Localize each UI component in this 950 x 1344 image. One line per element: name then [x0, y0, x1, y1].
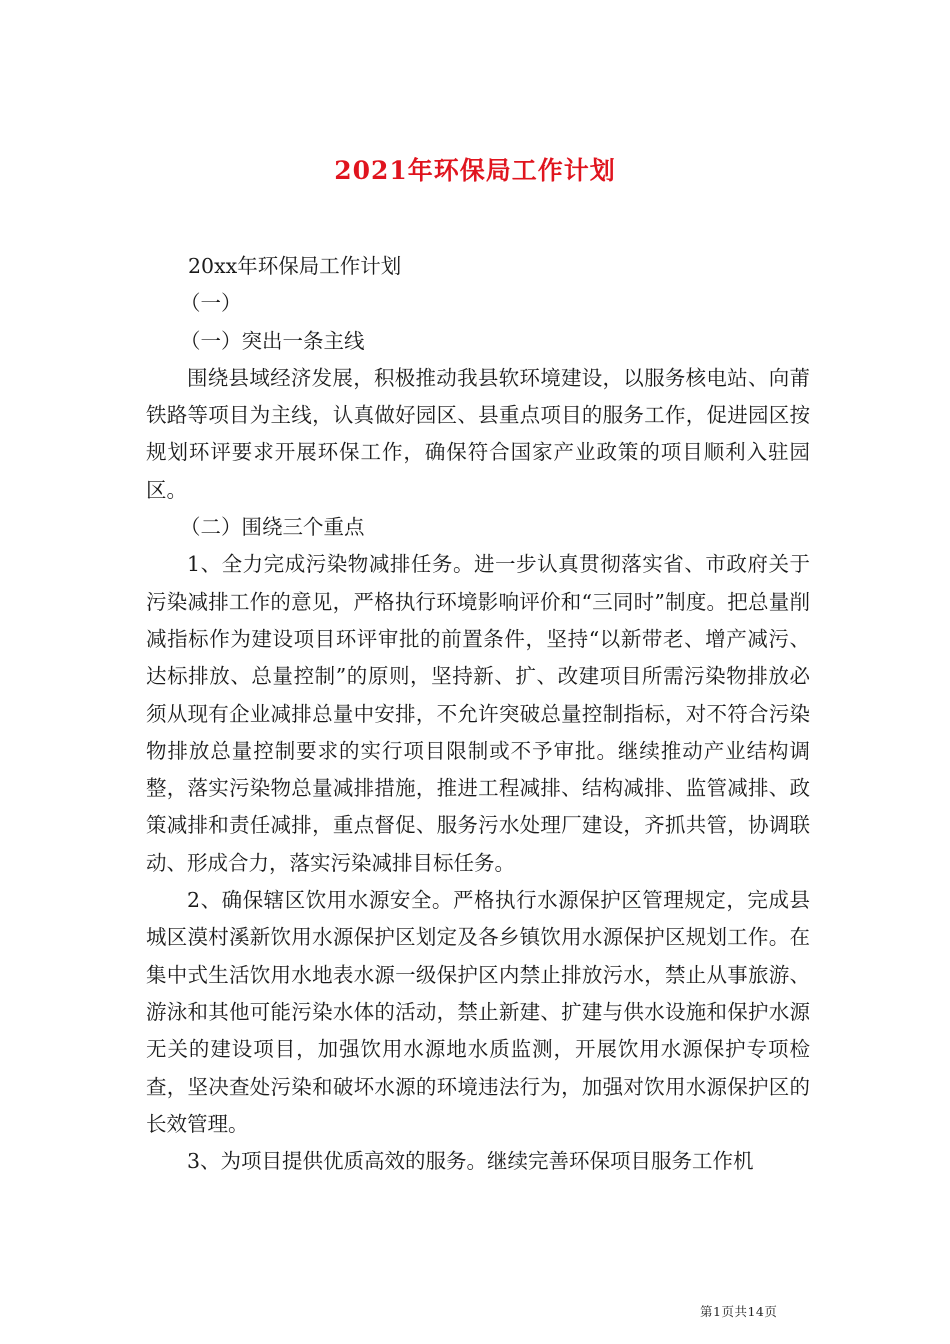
document-body [146, 248, 810, 1180]
body-paragraph: 围绕县域经济发展，积极推动我县软环境建设，以服务核电站、向莆铁路等项目为主线，认真做好园区、县重点项目的服务工作，促进园区按规划环评要求开展环保工作，确保符合国家产业政策的项目顺利入驻园区。 [146, 365, 810, 502]
page-number: 第1页共14页 [700, 1304, 778, 1319]
body-paragraph: 3、为项目提供优质高效的服务。继续完善环保项目服务工作机 [187, 1149, 754, 1174]
section-heading-1: （一）突出一条主线 [180, 328, 365, 353]
subtitle-paragraph: 20xx年环保局工作计划 [188, 254, 402, 278]
body-paragraph: 1、全力完成污染物减排任务。进一步认真贯彻落实省、市政府关于污染减排工作的意见，严格执行环境影响评价和“三同时”制度。把总量削减指标作为建设项目环评审批的前置条件，坚持“以新带老、增产减污、达标排放、总量控制”的原则，坚持新、扩、改建项目所需污染物排放必须从现有企业减排总量中安排，不允许突破总量控制指标，对不符合污染物排放总量控制要求的实行项目限制或不予审批。继续推动产业结构调整，落实污染物总量减排措施，推进工程减排、结构减排、监管减排、政策减排和责任减排，重点督促、服务污水处理厂建设，齐抓共管，协调联动、形成合力，落实污染减排目标任务。 [146, 552, 810, 875]
document-title: 2021年环保局工作计划 [334, 155, 616, 185]
section-marker: （一） [180, 291, 242, 316]
body-paragraph: 2、确保辖区饮用水源安全。严格执行水源保护区管理规定，完成县城区漠村溪新饮用水源保护区划定及各乡镇饮用水源保护区规划工作。在集中式生活饮用水地表水源一级保护区内禁止排放污水，禁止从事旅游、游泳和其他可能污染水体的活动，禁止新建、扩建与供水设施和保护水源无关的建设项目，加强饮用水源地水质监测，开展饮用水源保护专项检查，坚决查处污染和破坏水源的环境违法行为，加强对饮用水源保护区的长效管理。 [146, 888, 810, 1136]
section-heading-2: （二）围绕三个重点 [180, 515, 365, 540]
